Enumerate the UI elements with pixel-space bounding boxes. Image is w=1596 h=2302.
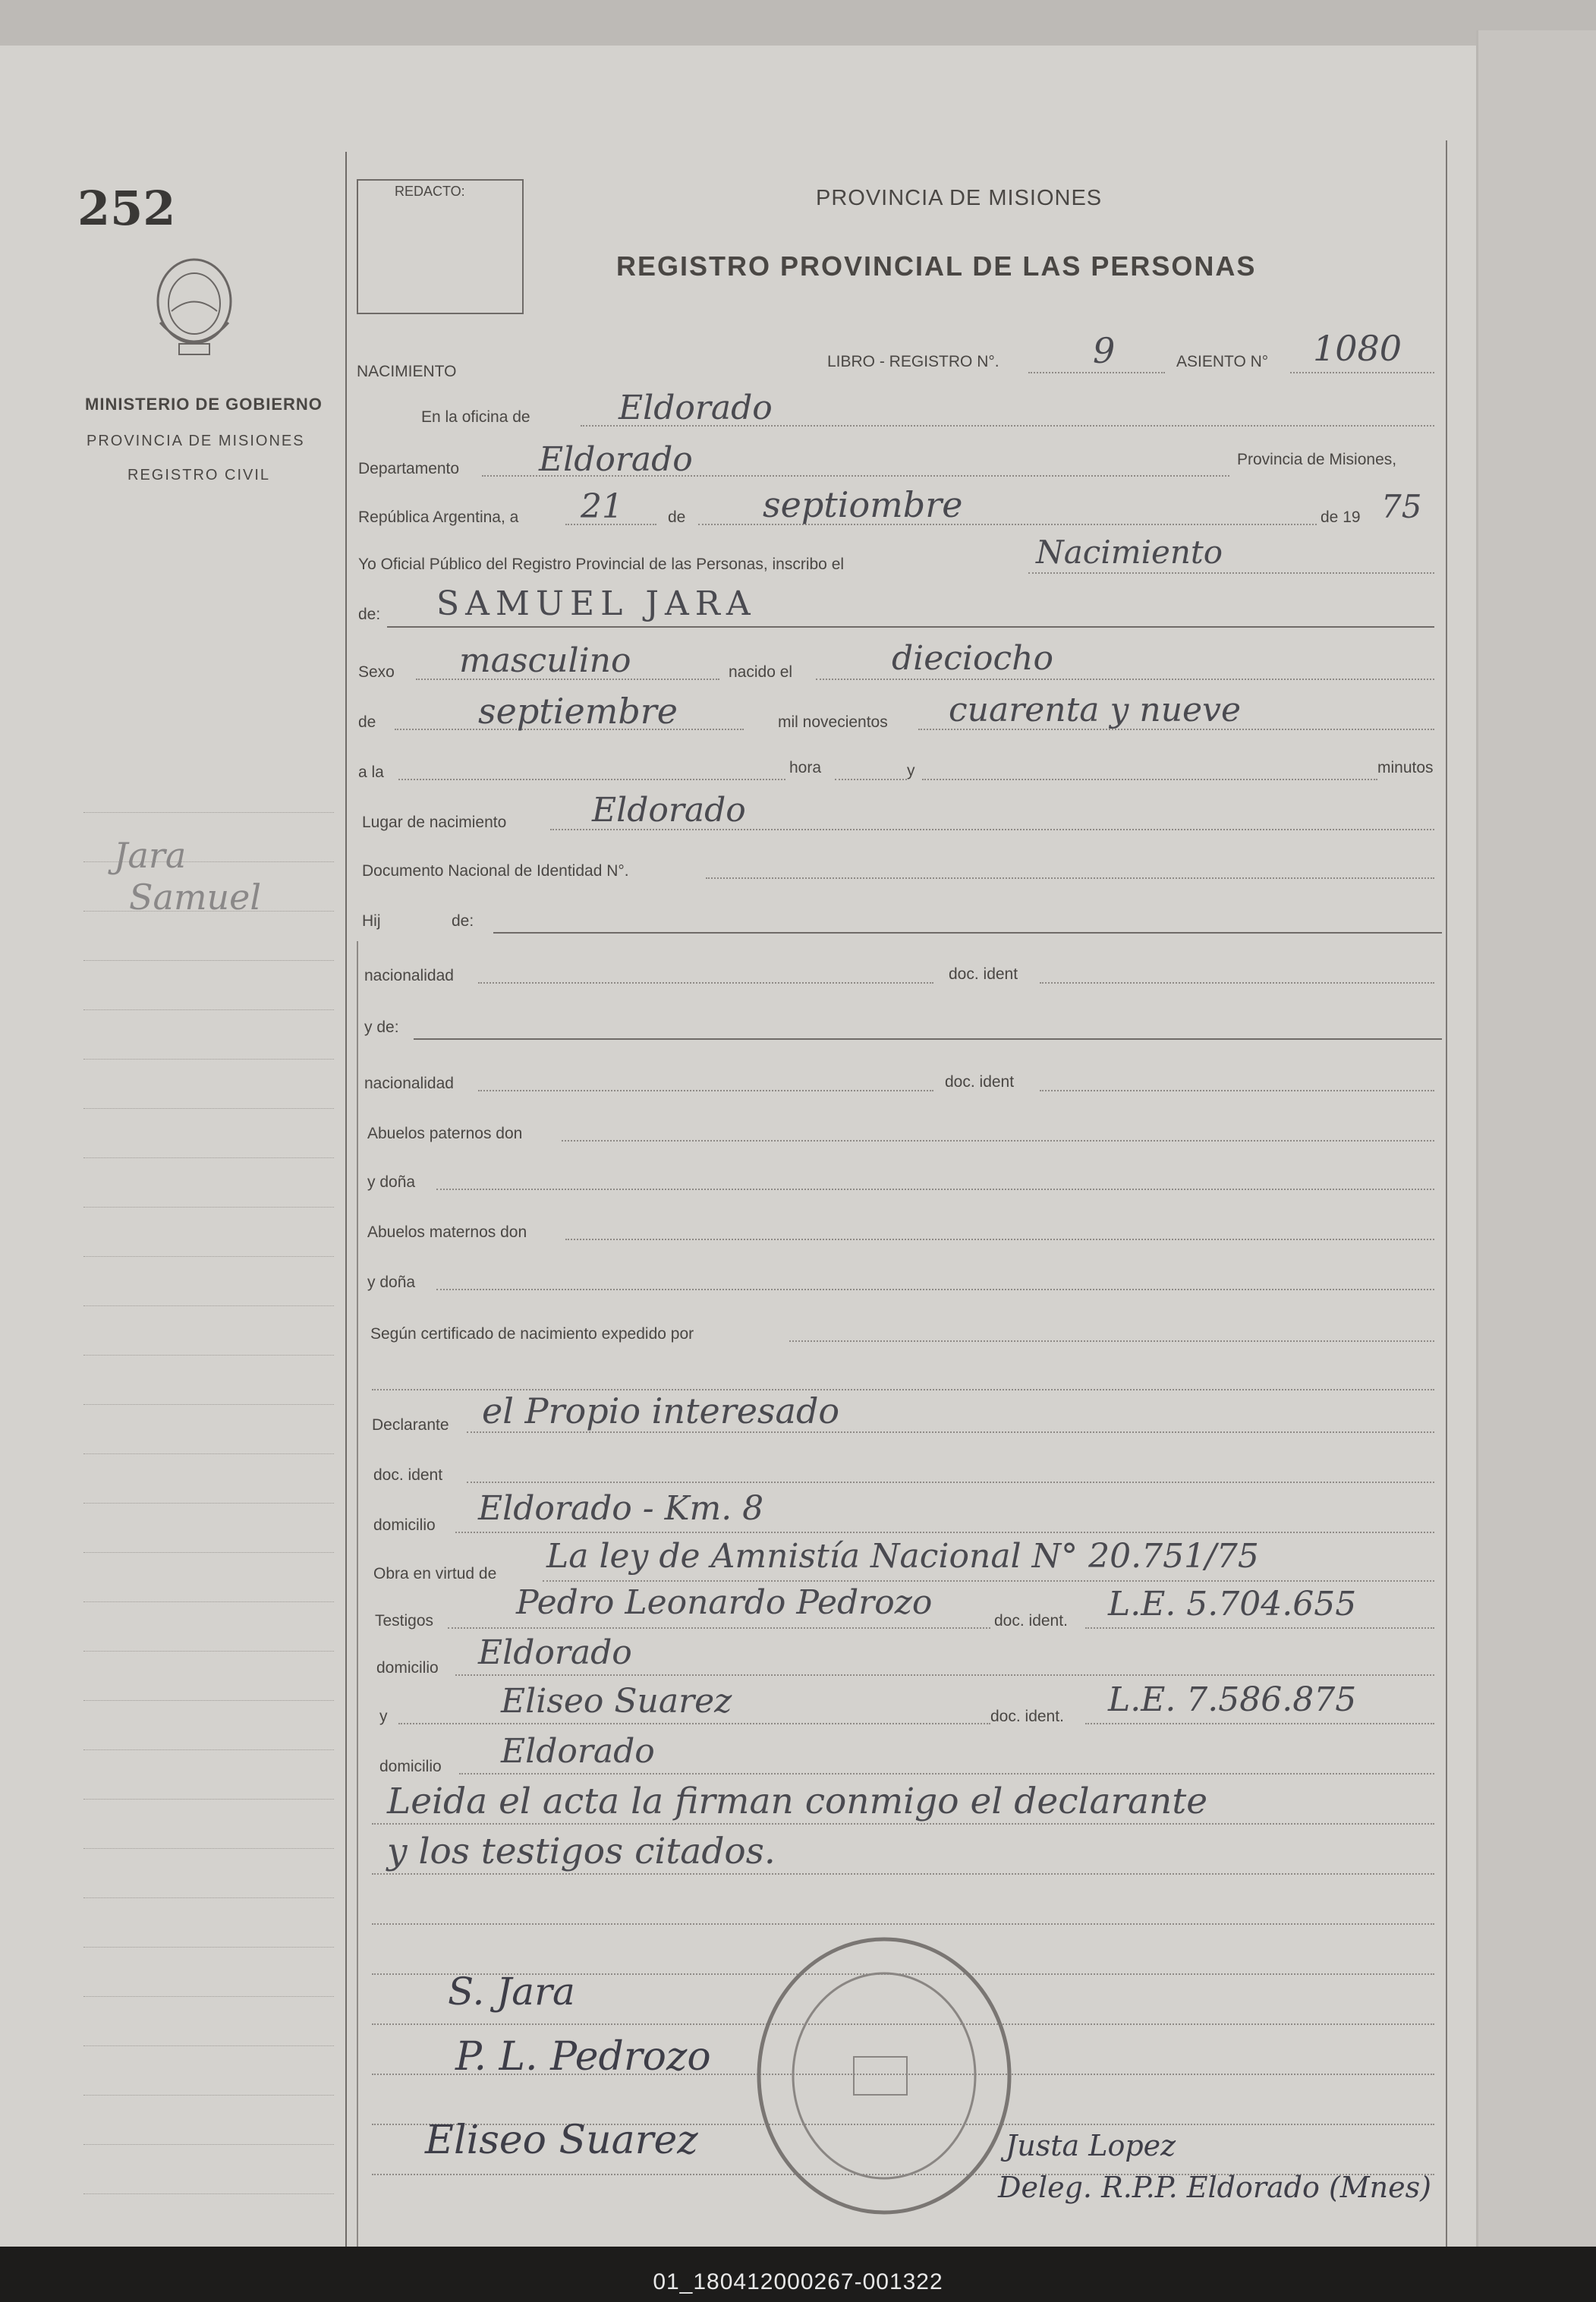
abuelos-maternos-label: Abuelos maternos don	[367, 1223, 527, 1241]
oficina-value: Eldorado	[619, 389, 773, 427]
y-dona2-line	[436, 1289, 1434, 1290]
abuelos-paternos-label: Abuelos paternos don	[367, 1125, 523, 1142]
book-top-edge	[0, 0, 1596, 46]
asiento-line	[1290, 372, 1434, 373]
testigo1-line	[448, 1627, 990, 1629]
registro-civil-label: REGISTRO CIVIL	[127, 467, 271, 483]
section-nacimiento-label: NACIMIENTO	[357, 363, 457, 380]
de3-label: de:	[452, 912, 474, 930]
asiento-label: ASIENTO N°	[1176, 353, 1269, 370]
left-border-rule	[345, 152, 347, 2262]
republica-label: República Argentina, a	[358, 509, 519, 526]
testigo2-line	[398, 1723, 990, 1724]
minutos-label: minutos	[1377, 759, 1434, 776]
inscribo-label: Yo Oficial Público del Registro Provincial de las Personas, inscribo el	[358, 556, 845, 573]
registry-title: REGISTRO PROVINCIAL DE LAS PERSONAS	[616, 250, 1257, 282]
margin-rule	[83, 1355, 334, 1356]
margin-rule	[83, 1157, 334, 1158]
domicilio-t2-line	[459, 1773, 1434, 1775]
nacionalidad-line	[478, 982, 933, 984]
closing-text-line1: Leida el acta la firman conmigo el declarante	[387, 1781, 1208, 1822]
de2-label: de	[358, 713, 376, 731]
libro-value: 9	[1093, 330, 1116, 371]
domicilio-t1-label: domicilio	[376, 1659, 439, 1677]
domicilio-t1-value: Eldorado	[478, 1633, 632, 1672]
domicilio-t2-label: domicilio	[379, 1758, 442, 1775]
margin-rule	[83, 1799, 334, 1800]
margin-rule	[83, 1651, 334, 1652]
obra-label: Obra en virtud de	[373, 1565, 497, 1582]
right-border-rule	[1446, 140, 1447, 2266]
madre-line	[414, 1038, 1442, 1040]
inscribo-value: Nacimiento	[1036, 534, 1223, 571]
margin-rule	[83, 2193, 334, 2194]
official-stamp-icon	[748, 1928, 1021, 2224]
next-page-edge	[1476, 30, 1596, 2247]
declarante-label: Declarante	[372, 1416, 449, 1434]
oficina-label: En la oficina de	[421, 408, 530, 426]
margin-annotation-name: Samuel	[129, 877, 262, 918]
y-line	[835, 779, 907, 780]
provincia-label: Provincia de Misiones,	[1237, 451, 1397, 468]
domicilio-label: domicilio	[373, 1516, 436, 1534]
margin-rule	[83, 960, 334, 961]
doc-ident3-line	[467, 1482, 1434, 1483]
y-dona-label: y doña	[367, 1173, 416, 1191]
y-label: y	[907, 762, 915, 779]
margin-rule	[83, 1453, 334, 1454]
image-code: 01_180412000267-001322	[653, 2269, 943, 2294]
libro-label: LIBRO - REGISTRO N°.	[827, 353, 999, 370]
register-page	[0, 46, 1476, 2247]
margin-rule	[83, 1552, 334, 1553]
de-anio-label: de 19	[1321, 509, 1361, 526]
margin-rule	[83, 1700, 334, 1701]
redacto-label: REDACTO:	[395, 184, 465, 199]
declarante-line	[467, 1431, 1434, 1433]
mes-nac-value: septiembre	[478, 691, 678, 732]
sexo-value: masculino	[459, 641, 631, 680]
nacido-label: nacido el	[729, 663, 793, 681]
hij-label: Hij	[362, 912, 381, 930]
signature-testigo1: P. L. Pedrozo	[455, 2034, 711, 2080]
libro-line	[1028, 372, 1165, 373]
margin-rule	[83, 1947, 334, 1948]
testigo1-doc: L.E. 5.704.655	[1108, 1585, 1357, 1623]
domicilio-value: Eldorado - Km. 8	[478, 1489, 764, 1528]
testigo2-doc-line	[1085, 1723, 1434, 1724]
margin-rule	[83, 1059, 334, 1060]
anio-value: 75	[1381, 488, 1422, 525]
doc-ident-line	[1040, 982, 1434, 984]
nacido-value: dieciocho	[892, 639, 1053, 678]
padre-line	[493, 932, 1442, 934]
de-nombre-label: de:	[358, 606, 381, 623]
dni-line	[706, 877, 1434, 879]
margin-rule	[83, 1848, 334, 1849]
asiento-value: 1080	[1313, 328, 1402, 369]
y-de-label: y de:	[364, 1019, 399, 1036]
province-heading: PROVINCIA DE MISIONES	[816, 186, 1103, 210]
domicilio-t2-value: Eldorado	[501, 1732, 655, 1771]
obra-line	[543, 1580, 1434, 1582]
margin-rule	[83, 812, 334, 813]
signature-testigo2: Eliseo Suarez	[425, 2118, 698, 2163]
margin-rule	[83, 1009, 334, 1010]
signature-rule	[372, 1923, 1434, 1925]
y2-label: y	[379, 1708, 388, 1725]
doc-ident2-line	[1040, 1090, 1434, 1091]
official-title: Deleg. R.P.P. Eldorado (Mnes)	[998, 2171, 1431, 2204]
province-label: PROVINCIA DE MISIONES	[87, 433, 305, 449]
doc-ident-t1-label: doc. ident.	[994, 1612, 1068, 1630]
closing-text-line2: y los testigos citados.	[387, 1831, 776, 1872]
sexo-label: Sexo	[358, 663, 395, 681]
ministry-label: MINISTERIO DE GOBIERNO	[85, 395, 323, 414]
minutos-line	[922, 779, 1377, 780]
departamento-label: Departamento	[358, 460, 460, 477]
coat-of-arms-icon	[141, 254, 247, 368]
domicilio-t1-line	[455, 1674, 1434, 1676]
nombre-value: SAMUEL JARA	[436, 584, 757, 623]
signature-declarante: S. Jara	[448, 1970, 575, 2014]
testigo1-doc-line	[1085, 1627, 1434, 1629]
margin-rule	[83, 1601, 334, 1602]
margin-rule	[83, 1503, 334, 1504]
nacionalidad2-label: nacionalidad	[364, 1075, 454, 1092]
testigo1-value: Pedro Leonardo Pedrozo	[516, 1583, 933, 1622]
testigo2-value: Eliseo Suarez	[501, 1682, 732, 1721]
margin-rule	[83, 1108, 334, 1109]
inscribo-line	[1028, 572, 1434, 574]
abuelos-paternos-line	[562, 1140, 1434, 1142]
margin-rule	[83, 1305, 334, 1306]
official-name: Justa Lopez	[1006, 2129, 1176, 2162]
abuelos-maternos-line	[565, 1239, 1434, 1240]
testigo2-doc: L.E. 7.586.875	[1108, 1680, 1357, 1719]
hora-label: hora	[789, 759, 822, 776]
mes-value: septiombre	[763, 484, 963, 525]
closing-line-rule	[372, 1823, 1434, 1825]
domicilio-line	[455, 1532, 1434, 1533]
declarante-value: el Propio interesado	[482, 1390, 840, 1431]
anio-nac-value: cuarenta y nueve	[949, 691, 1241, 729]
nombre-line	[387, 626, 1434, 628]
departamento-value: Eldorado	[539, 440, 693, 479]
nacido-line	[816, 679, 1434, 680]
folio-number: 252	[77, 181, 176, 236]
lugar-label: Lugar de nacimiento	[362, 814, 507, 831]
de-label: de	[668, 509, 686, 526]
margin-rule	[83, 1897, 334, 1898]
nacionalidad-label: nacionalidad	[364, 967, 454, 984]
doc-ident-t2-label: doc. ident.	[990, 1708, 1064, 1725]
doc-ident-label: doc. ident	[949, 965, 1018, 983]
mil-novecientos-label: mil novecientos	[778, 713, 888, 731]
margin-annotation-surname: Jara	[114, 835, 187, 876]
certificado-line	[789, 1340, 1434, 1342]
margin-rule	[83, 1996, 334, 1997]
margin-rule	[83, 1207, 334, 1208]
closing-line-rule-2	[372, 1873, 1434, 1875]
lugar-value: Eldorado	[592, 791, 746, 830]
hora-line	[398, 779, 785, 780]
testigos-label: Testigos	[375, 1612, 434, 1630]
doc-ident2-label: doc. ident	[945, 1073, 1015, 1091]
margin-rule	[83, 2095, 334, 2096]
doc-ident3-label: doc. ident	[373, 1466, 443, 1484]
y-dona-line	[436, 1189, 1434, 1190]
margin-rule	[83, 1749, 334, 1750]
margin-rule	[83, 1404, 334, 1405]
inner-border-rule	[357, 941, 358, 2262]
margin-rule	[83, 1256, 334, 1257]
obra-value: La ley de Amnistía Nacional N° 20.751/75	[546, 1537, 1259, 1576]
nacionalidad2-line	[478, 1090, 933, 1091]
dia-value: 21	[581, 487, 623, 526]
a-la-label: a la	[358, 764, 384, 781]
margin-rule	[83, 2045, 334, 2046]
y-dona2-label: y doña	[367, 1274, 416, 1291]
dni-label: Documento Nacional de Identidad N°.	[362, 862, 629, 880]
margin-rule	[83, 2144, 334, 2145]
certificado-label: Según certificado de nacimiento expedido por	[370, 1325, 694, 1343]
